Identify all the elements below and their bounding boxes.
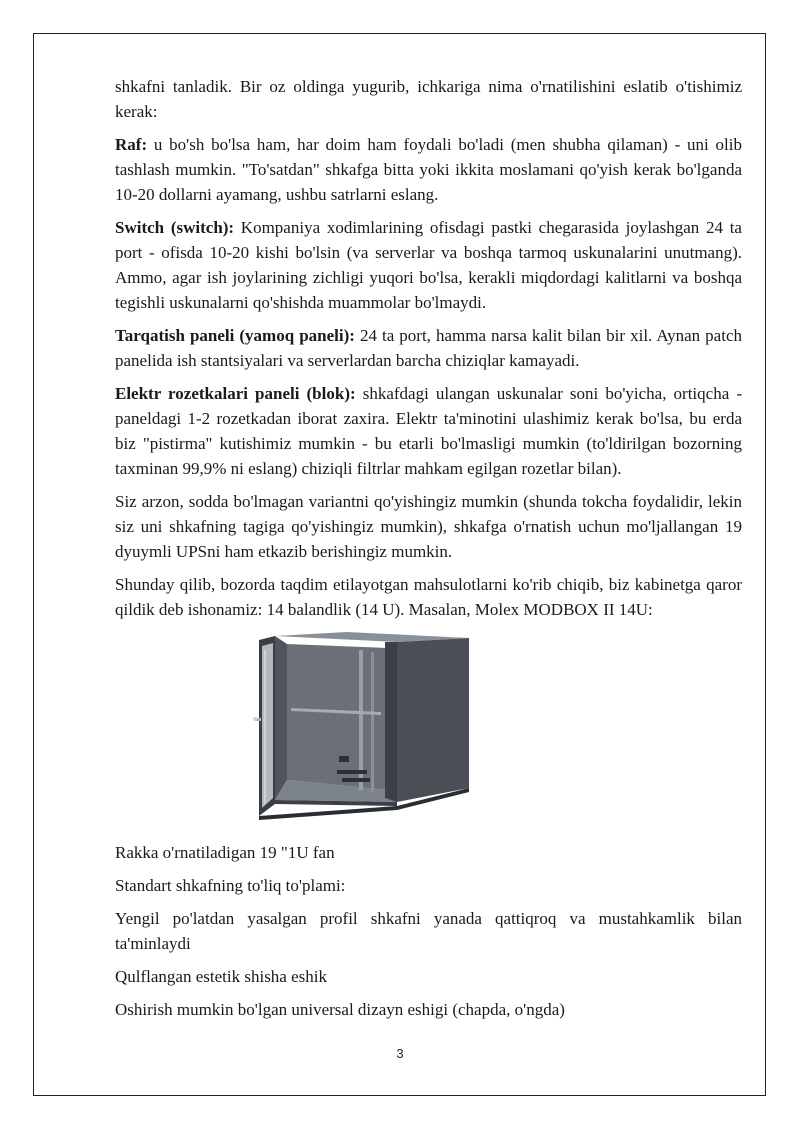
document-content — [115, 74, 742, 1030]
text-power-strip: shkafdagi ulangan uskunalar soni bo'yicha, ortiqcha - paneldagi 1-2 rozetkadan iborat zaxira. Elektr ta'minotini ulashimiz kerak bo'lsa, bu erda biz "pistirma" kutishimiz mumkin - bu etarli bo'lmasligi mumkin (to'ldirilgan bozorning taxminan 99,9% ni eslang) chiziqli filtrlar mahkam egilgan rozetlar bilan). — [115, 384, 742, 478]
paragraph-power-strip — [115, 381, 742, 481]
paragraph-intro: shkafni tanladik. Bir oz oldinga yugurib, ichkariga nima o'rnatilishini eslatib o'tishimiz kerak: — [115, 77, 742, 121]
paragraph-switch — [115, 215, 742, 315]
text-patch-panel: 24 ta port, hamma narsa kalit bilan bir xil. Aynan patch panelida ish stantsiyalari va serverlardan barcha chiziqlar kamayadi. — [115, 326, 742, 370]
paragraph-choice: Shunday qilib, bozorda taqdim etilayotgan mahsulotlarni ko'rib chiqib, biz kabinetga qaror qildik deb ishonamiz: 14 balandlik (14 U). Masalan, Molex MODBOX II 14U: — [115, 575, 742, 619]
text-shelf: u bo'sh bo'lsa ham, har doim ham foydali bo'ladi (men shubha qilaman) - uni olib tashlash mumkin. "To'satdan" shkafga bitta yoki ikkita moslamani qo'yish kerak bo'lganda 10-20 dollarni ayamang, ushbu satrlarni eslang. — [115, 135, 742, 204]
page-number: 3 — [396, 1046, 404, 1061]
paragraph-patch-panel — [115, 323, 742, 373]
paragraph-universal-door: Oshirish mumkin bo'lgan universal dizayn eshigi (chapda, o'ngda) — [115, 1000, 565, 1019]
cabinet-figure — [115, 630, 742, 830]
paragraph-fan: Rakka o'rnatiladigan 19 "1U fan — [115, 843, 335, 862]
term-shelf: Raf: — [115, 135, 148, 154]
text-switch: Kompaniya xodimlarining ofisdagi pastki chegarasida joylashgan 24 ta port - ofisda 10-20 kishi bo'lsin (va serverlar va boshqa tarmoq uskunalarini unutmang). Ammo, agar ish joylarining zichligi yuqori bo'lsa, kerakli miqdordagi kalitlarni va boshqa tegishli uskunalarni qo'shishda muammolar bo'lmaydi. — [115, 218, 742, 312]
term-switch: Switch (switch): — [115, 218, 235, 237]
server-cabinet-image — [247, 630, 472, 820]
paragraph-steel-profile: Yengil po'latdan yasalgan profil shkafni yanada qattiqroq va mustahkamlik bilan ta'minlaydi — [115, 909, 742, 953]
paragraph-kit-heading: Standart shkafning to'liq to'plami: — [115, 876, 346, 895]
term-patch-panel: Tarqatish paneli (yamoq paneli): — [115, 326, 355, 345]
term-power-strip: Elektr rozetkalari paneli (blok): — [115, 384, 356, 403]
paragraph-glass-door: Qulflangan estetik shisha eshik — [115, 967, 327, 986]
paragraph-ups: Siz arzon, sodda bo'lmagan variantni qo'yishingiz mumkin (shunda tokcha foydalidir, lekin siz uni shkafning tagiga qo'yishingiz mumkin), shkafga o'rnatish uchun mo'ljallangan 19 dyuymli UPSni ham etkazib berishingiz mumkin. — [115, 492, 742, 561]
paragraph-shelf — [115, 132, 742, 207]
